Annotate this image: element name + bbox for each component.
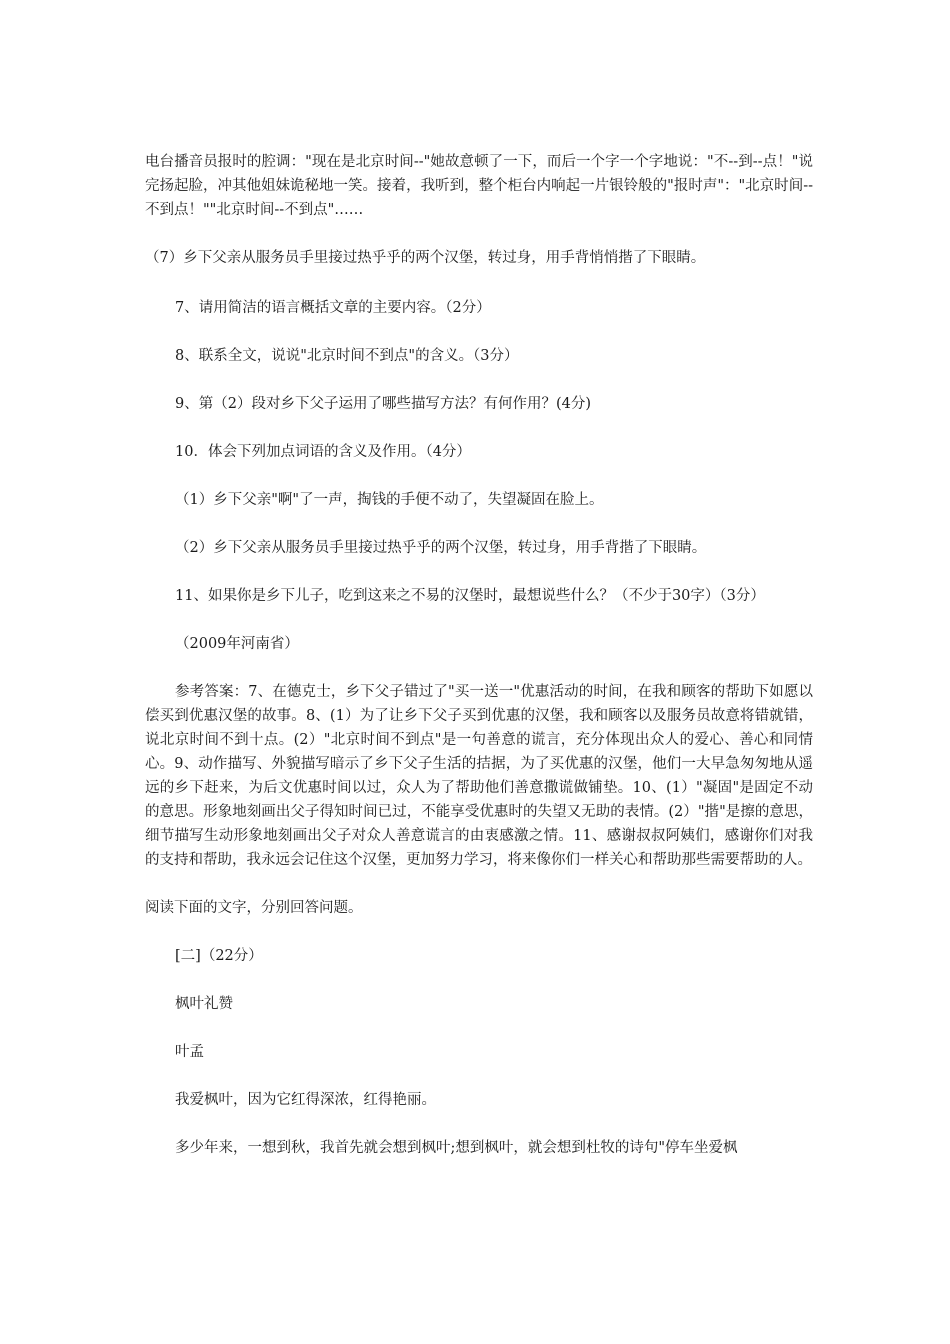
question-7: 7、请用简洁的语言概括文章的主要内容。（2分） [175,300,491,316]
question-10-item-1: （1）乡下父亲"啊"了一声，掏钱的手便不动了，失望凝固在脸上。 [175,492,604,508]
article-title: 枫叶礼赞 [175,996,233,1012]
reference-answers: 参考答案：7、在德克士，乡下父子错过了"买一送一"优惠活动的时间，在我和顾客的帮助下如愿以偿买到优惠汉堡的故事。8、(1）为了让乡下父子买到优惠的汉堡，我和顾客以及服务员故意将错就错，说北京时间不到十点。(2）"北京时间不到点"是一句善意的谎言，充分体现出众人的爱心、善心和同情心。9、动作描写、外貌描写暗示了乡下父子生活的拮据，为了买优惠的汉堡，他们一大早急匆匆地从遥远的乡下赶来，为后文优惠时间以过，众人为了帮助他们善意撒谎做铺垫。10、(1）"凝固"是固定不动的意思。形象地刻画出父子得知时间已过，不能享受优惠时的失望又无助的表情。(2）"揩"是擦的意思，细节描写生动形象地刻画出父子对众人善意谎言的由衷感激之情。11、感谢叔叔阿姨们，感谢你们对我的支持和帮助，我永远会记住这个汉堡，更加努力学习，将来像你们一样关心和帮助那些需要帮助的人。 [145,684,813,868]
article-paragraph-2: 多少年来，一想到秋，我首先就会想到枫叶;想到枫叶，就会想到杜牧的诗句"停车坐爱枫 [175,1140,738,1156]
source-note: （2009年河南省） [175,636,299,652]
reading-instruction: 阅读下面的文字，分别回答问题。 [145,900,363,916]
question-11: 11、如果你是乡下儿子，吃到这来之不易的汉堡时，最想说些什么？（不少于30字）（3分） [175,588,765,604]
question-9: 9、第（2）段对乡下父子运用了哪些描写方法？有何作用？(4分) [175,396,591,412]
article-author: 叶孟 [175,1044,204,1060]
story-paragraph-broadcast: 电台播音员报时的腔调："现在是北京时间--"她故意顿了一下，而后一个字一个字地说："不--到--点！"说完扬起脸，冲其他姐妹诡秘地一笑。接着，我听到，整个柜台内响起一片银铃般的"报时声"："北京时间--不到点！""北京时间--不到点"…… [145,154,813,218]
story-paragraph-7: （7）乡下父亲从服务员手里接过热乎乎的两个汉堡，转过身，用手背悄悄揩了下眼睛。 [145,250,706,266]
document-page [145,150,813,1184]
section-heading: [二]（22分） [175,948,263,964]
question-10: 10．体会下列加点词语的含义及作用。（4分） [175,444,471,460]
question-10-item-2: （2）乡下父亲从服务员手里接过热乎乎的两个汉堡，转过身，用手背揩了下眼睛。 [175,540,707,556]
article-paragraph-1: 我爱枫叶，因为它红得深浓，红得艳丽。 [175,1092,436,1108]
question-8: 8、联系全文，说说"北京时间不到点"的含义。（3分） [175,348,519,364]
